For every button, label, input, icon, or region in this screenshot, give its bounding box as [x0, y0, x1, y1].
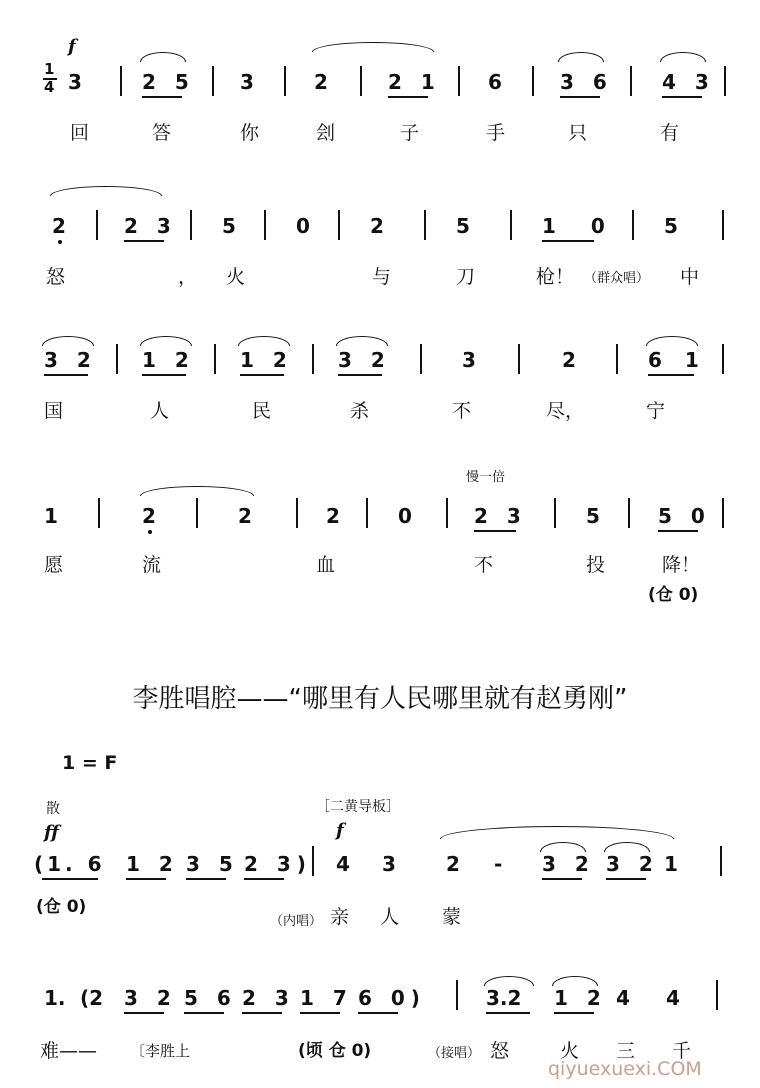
note: 4: [666, 986, 680, 1010]
lyric: 手: [486, 122, 506, 144]
note: -: [494, 852, 503, 876]
lyric: 人: [380, 906, 400, 928]
note: 3: [462, 348, 476, 372]
lyric: 血: [316, 554, 336, 576]
lyric: 只: [568, 122, 588, 144]
lyric: 三: [616, 1040, 636, 1062]
lyric: 刀: [456, 266, 476, 288]
note: 1.: [44, 986, 66, 1010]
note: 3: [240, 70, 254, 94]
lyric: 有: [660, 122, 680, 144]
note: 2: [562, 348, 576, 372]
watermark: qiyuexuexi.COM: [548, 1058, 702, 1080]
lyric: 不: [452, 400, 472, 422]
note: 1 2: [240, 348, 293, 372]
note: 3: [382, 852, 396, 876]
note: 1 7: [300, 986, 353, 1010]
stage-direction: 〔李胜上: [130, 1042, 191, 1060]
note: 2 3: [474, 504, 527, 528]
lyric: 刽: [316, 122, 336, 144]
note: 6: [488, 70, 502, 94]
note: 1 2: [126, 852, 179, 876]
note: 1 0: [542, 214, 619, 238]
lyric: 人: [150, 400, 170, 422]
lyric: 火: [560, 1040, 580, 1062]
note: (1. 6: [34, 852, 106, 876]
note: 2: [52, 214, 66, 238]
lyric: 千: [672, 1040, 692, 1062]
lyric: 国: [44, 400, 64, 422]
song-title: 李胜唱腔——“哪里有人民哪里就有赵勇刚”: [132, 684, 628, 714]
lyric: 答: [152, 122, 172, 144]
note: 6 1: [648, 348, 707, 372]
note: 2: [370, 214, 384, 238]
lyric: 枪！: [536, 266, 575, 288]
note: 4 3: [662, 70, 715, 94]
lyric: 火: [226, 266, 246, 288]
lyric: 中: [680, 266, 700, 288]
note: 2 1: [388, 70, 441, 94]
note: 2 3: [124, 214, 177, 238]
note: 2: [446, 852, 460, 876]
dynamic-marking: ff: [44, 822, 59, 843]
lyric: 尽，: [546, 400, 585, 422]
lyric: 蒙: [442, 906, 462, 928]
tempo-free: 散: [46, 801, 60, 817]
note: (2: [80, 986, 104, 1010]
lyric: 降！: [662, 554, 701, 576]
note: 4: [616, 986, 630, 1010]
note: 2 3): [244, 852, 312, 876]
lyric: ，: [178, 266, 198, 288]
percussion-mark: (仓 0): [648, 585, 699, 605]
note: 1 2: [554, 986, 607, 1010]
note: 5: [456, 214, 470, 238]
note: 5: [222, 214, 236, 238]
percussion-mark: (顷 仓 0): [298, 1041, 372, 1061]
note: 3 5: [186, 852, 239, 876]
note: 4: [336, 852, 350, 876]
lyric: 民: [252, 400, 272, 422]
note: 2: [326, 504, 340, 528]
note: 3 2: [124, 986, 177, 1010]
note: 0: [398, 504, 412, 528]
note: 2: [314, 70, 328, 94]
dynamic-marking: f: [336, 820, 344, 841]
note: 3 2: [44, 348, 97, 372]
lyric: 投: [586, 554, 606, 576]
note: 3 2: [542, 852, 595, 876]
note: 3 2: [606, 852, 659, 876]
time-signature-bottom: 4: [44, 78, 55, 96]
note: 1: [44, 504, 58, 528]
lyric: 难——: [40, 1040, 98, 1062]
note: 2 3: [242, 986, 295, 1010]
note: 3.2: [486, 986, 522, 1010]
note: 0: [296, 214, 310, 238]
percussion-mark: (仓 0): [36, 897, 87, 917]
section-label: ［二黄导板］: [316, 799, 400, 815]
lyric: 杀: [350, 400, 370, 422]
lyric: 愿: [44, 554, 64, 576]
note: 1: [664, 852, 678, 876]
note: 5 6: [184, 986, 237, 1010]
note: 5: [586, 504, 600, 528]
lyric: 宁: [646, 400, 666, 422]
note: 2: [142, 504, 156, 528]
note: 3 6: [560, 70, 613, 94]
note: 5: [664, 214, 678, 238]
note: 5 0: [658, 504, 711, 528]
stage-direction: （内唱）: [270, 914, 323, 929]
lyric: 回: [70, 122, 90, 144]
time-signature-top: 1: [44, 60, 55, 78]
note: 1 2: [142, 348, 195, 372]
note: 2 5: [142, 70, 195, 94]
note: 2: [238, 504, 252, 528]
note: 6 0): [358, 986, 426, 1010]
lyric: 与: [372, 266, 392, 288]
lyric: 不: [474, 554, 494, 576]
lyric: 亲: [330, 906, 350, 928]
lyric: 怒: [46, 266, 66, 288]
stage-direction: （接唱）: [428, 1046, 481, 1061]
note: 3: [68, 70, 82, 94]
tempo-marking: 慢一倍: [466, 470, 506, 485]
lyric: 怒: [490, 1040, 510, 1062]
note: 3 2: [338, 348, 391, 372]
lyric-annotation: （群众唱）: [584, 271, 650, 286]
lyric: 子: [400, 122, 420, 144]
lyric: 你: [240, 122, 260, 144]
lyric: 流: [142, 554, 162, 576]
key-signature: 1 = F: [62, 752, 118, 774]
dynamic-marking: f: [68, 36, 76, 57]
